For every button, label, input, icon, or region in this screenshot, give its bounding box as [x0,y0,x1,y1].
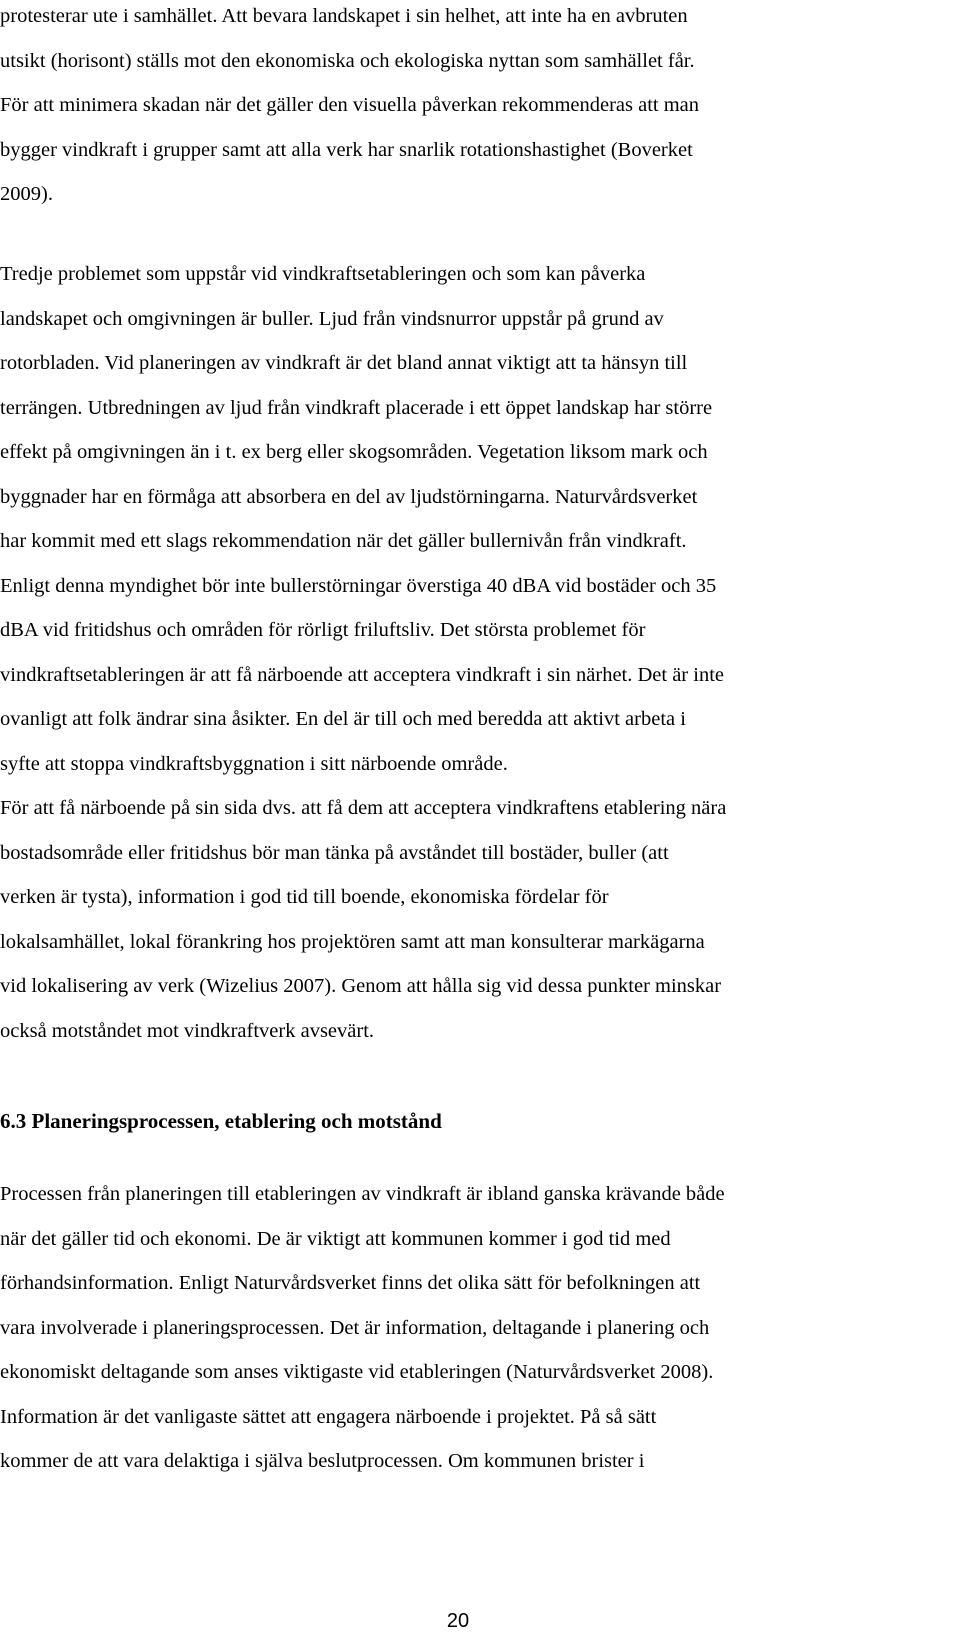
text-line: bygger vindkraft i grupper samt att alla verk har snarlik rotationshastighet (Boverket [0,138,693,161]
text-line: kommer de att vara delaktiga i själva beslutprocessen. Om kommunen brister i [0,1450,645,1472]
text-line: vindkraftsetableringen är att få närboende att acceptera vindkraft i sin närhet. Det är inte [0,663,724,686]
text-line: landskapet och omgivningen är buller. Ljud från vindsnurror uppstår på grund av [0,307,664,330]
text-line: För att minimera skadan när det gäller den visuella påverkan rekommenderas att man [0,94,700,116]
text-line: bostadsområde eller fritidshus bör man tänka på avståndet till bostäder, buller (att [0,841,669,864]
text-line: För att få närboende på sin sida dvs. att få dem att acceptera vindkraftens etablering nära [0,797,727,819]
text-line: terrängen. Utbredningen av ljud från vindkraft placerade i ett öppet landskap har större [0,396,713,419]
page-number: 20 [446,1610,470,1632]
text-line: Information är det vanligaste sättet att engagera närboende i projektet. På så sätt [0,1405,657,1428]
text-line: ovanligt att folk ändrar sina åsikter. En del är till och med beredda att aktivt arbeta i [0,708,686,730]
text-line: Tredje problemet som uppstår vid vindkraftsetableringen och som kan påverka [0,263,646,285]
text-line: lokalsamhället, lokal förankring hos projektören samt att man konsulterar markägarna [0,930,705,953]
text-line: verken är tysta), information i god tid till boende, ekonomiska fördelar för [0,886,609,908]
section-heading: 6.3 Planeringsprocessen, etablering och motstånd [0,1109,442,1133]
text-line: när det gäller tid och ekonomi. De är viktigt att kommunen kommer i god tid med [0,1227,671,1250]
text-line: Enligt denna myndighet bör inte bullerstörningar överstiga 40 dBA vid bostäder och 35 [0,574,717,597]
text-line: protesterar ute i samhället. Att bevara landskapet i sin helhet, att inte ha en avbruten [0,5,688,27]
text-line: 2009). [0,183,53,205]
text-line: effekt på omgivningen än i t. ex berg eller skogsområden. Vegetation liksom mark och [0,441,708,463]
text-line: också motståndet mot vindkraftverk avsevärt. [0,1019,375,1042]
text-line: ekonomiskt deltagande som anses viktigaste vid etableringen (Naturvårdsverket 2008). [0,1361,714,1383]
text-line: förhandsinformation. Enligt Naturvårdsverket finns det olika sätt för befolkningen att [0,1272,701,1294]
paragraph-visual-impact [0,0,699,217]
paragraph-planning-process [0,1172,725,1484]
text-line: utsikt (horisont) ställs mot den ekonomiska och ekologiska nyttan som samhället får. [0,49,695,72]
text-line: Processen från planeringen till etableringen av vindkraft är ibland ganska krävande både [0,1183,725,1205]
text-line: vid lokalisering av verk (Wizelius 2007). Genom att hålla sig vid dessa punkter minskar [0,975,722,997]
text-line: har kommit med ett slags rekommendation när det gäller bullernivån från vindkraft. [0,530,687,552]
text-line: rotorbladen. Vid planeringen av vindkraft är det bland annat viktigt att ta hänsyn till [0,352,688,374]
paragraph-noise [0,252,726,1053]
text-line: vara involverade i planeringsprocessen. Det är information, deltagande i planering och [0,1316,710,1339]
text-line: dBA vid fritidshus och områden för rörligt friluftsliv. Det största problemet för [0,619,646,641]
text-line: byggnader har en förmåga att absorbera en del av ljudstörningarna. Naturvårdsverket [0,485,698,508]
text-line: syfte att stoppa vindkraftsbyggnation i sitt närboende område. [0,752,508,775]
